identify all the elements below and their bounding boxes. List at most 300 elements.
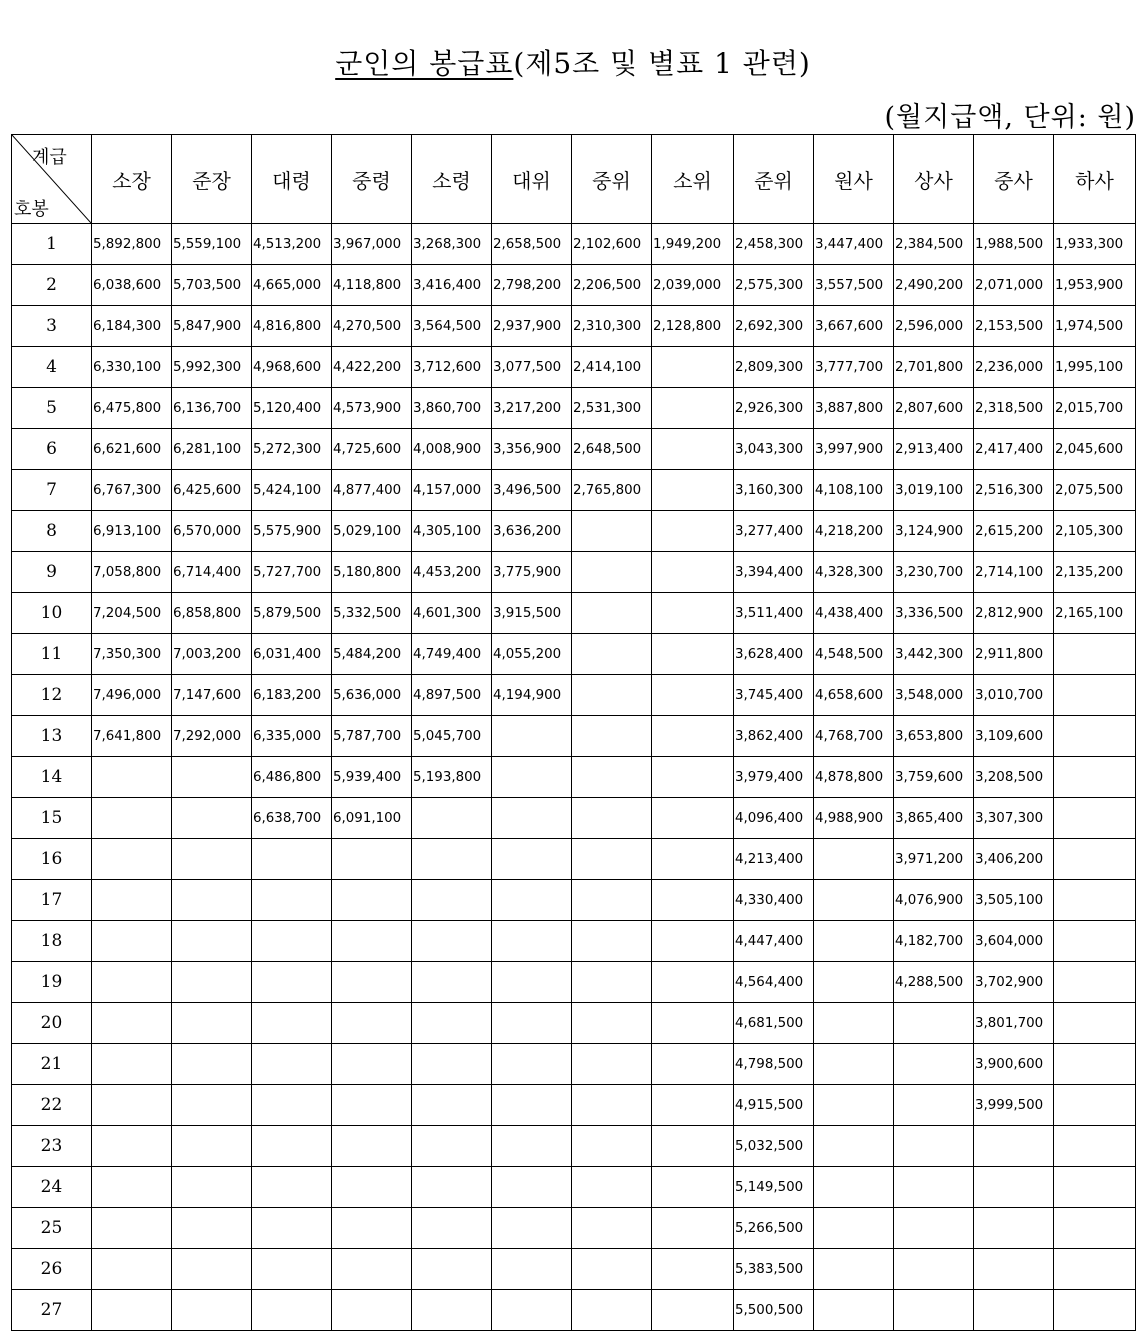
salary-cell <box>652 388 734 429</box>
salary-cell: 3,077,500 <box>492 347 572 388</box>
salary-cell: 6,335,000 <box>252 716 332 757</box>
salary-cell: 2,310,300 <box>572 306 652 347</box>
salary-cell: 3,511,400 <box>734 593 814 634</box>
salary-cell <box>652 757 734 798</box>
step-cell: 16 <box>12 839 92 880</box>
salary-cell <box>1054 1003 1136 1044</box>
salary-cell <box>252 921 332 962</box>
salary-cell: 3,505,100 <box>974 880 1054 921</box>
table-row <box>12 593 1136 634</box>
salary-cell: 3,442,300 <box>894 634 974 675</box>
title-main: 군인의 봉급표 <box>335 47 514 80</box>
salary-cell: 2,516,300 <box>974 470 1054 511</box>
table-row <box>12 388 1136 429</box>
salary-cell <box>894 1003 974 1044</box>
step-cell: 22 <box>12 1085 92 1126</box>
salary-cell <box>652 634 734 675</box>
salary-cell: 2,798,200 <box>492 265 572 306</box>
salary-cell: 4,681,500 <box>734 1003 814 1044</box>
unit-note: (월지급액, 단위: 원) <box>884 102 1136 133</box>
salary-table <box>11 134 1136 1331</box>
salary-cell <box>894 1290 974 1331</box>
salary-cell: 2,926,300 <box>734 388 814 429</box>
salary-cell: 2,692,300 <box>734 306 814 347</box>
col-header: 하사 <box>1054 135 1136 224</box>
salary-cell <box>652 511 734 552</box>
salary-cell: 3,999,500 <box>974 1085 1054 1126</box>
salary-cell: 6,767,300 <box>92 470 172 511</box>
table-row <box>12 429 1136 470</box>
salary-cell <box>894 1208 974 1249</box>
salary-cell: 3,862,400 <box>734 716 814 757</box>
step-cell: 6 <box>12 429 92 470</box>
salary-cell <box>332 962 412 1003</box>
salary-cell: 3,406,200 <box>974 839 1054 880</box>
salary-cell <box>974 1208 1054 1249</box>
salary-cell <box>572 675 652 716</box>
salary-cell: 2,206,500 <box>572 265 652 306</box>
salary-cell: 3,124,900 <box>894 511 974 552</box>
salary-cell <box>1054 962 1136 1003</box>
salary-cell: 4,438,400 <box>814 593 894 634</box>
salary-cell <box>332 921 412 962</box>
step-cell: 25 <box>12 1208 92 1249</box>
salary-cell: 2,071,000 <box>974 265 1054 306</box>
salary-cell: 2,236,000 <box>974 347 1054 388</box>
salary-cell: 5,029,100 <box>332 511 412 552</box>
salary-cell <box>252 1044 332 1085</box>
salary-cell <box>1054 716 1136 757</box>
salary-cell: 7,204,500 <box>92 593 172 634</box>
salary-cell <box>172 839 252 880</box>
salary-cell <box>894 1126 974 1167</box>
salary-cell: 4,878,800 <box>814 757 894 798</box>
salary-cell: 6,425,600 <box>172 470 252 511</box>
salary-cell <box>92 1044 172 1085</box>
step-cell: 26 <box>12 1249 92 1290</box>
salary-cell: 3,745,400 <box>734 675 814 716</box>
salary-cell: 3,208,500 <box>974 757 1054 798</box>
table-row <box>12 552 1136 593</box>
salary-cell: 6,621,600 <box>92 429 172 470</box>
salary-cell <box>1054 839 1136 880</box>
salary-cell <box>252 880 332 921</box>
table-row <box>12 675 1136 716</box>
step-cell: 12 <box>12 675 92 716</box>
salary-cell: 2,458,300 <box>734 224 814 265</box>
salary-cell: 4,218,200 <box>814 511 894 552</box>
salary-cell: 6,486,800 <box>252 757 332 798</box>
salary-cell <box>252 1167 332 1208</box>
step-cell: 23 <box>12 1126 92 1167</box>
salary-cell: 2,384,500 <box>894 224 974 265</box>
salary-cell: 6,184,300 <box>92 306 172 347</box>
salary-cell <box>572 757 652 798</box>
salary-cell <box>172 798 252 839</box>
table-row <box>12 839 1136 880</box>
salary-cell <box>572 634 652 675</box>
salary-cell <box>172 1085 252 1126</box>
salary-cell <box>1054 921 1136 962</box>
salary-cell <box>332 1249 412 1290</box>
salary-cell <box>572 1085 652 1126</box>
col-header: 대위 <box>492 135 572 224</box>
salary-cell <box>652 470 734 511</box>
salary-cell: 7,003,200 <box>172 634 252 675</box>
salary-cell <box>652 880 734 921</box>
salary-cell <box>252 1003 332 1044</box>
salary-cell <box>652 1085 734 1126</box>
salary-cell: 3,702,900 <box>974 962 1054 1003</box>
salary-cell <box>412 1208 492 1249</box>
salary-cell: 2,015,700 <box>1054 388 1136 429</box>
salary-cell: 4,564,400 <box>734 962 814 1003</box>
salary-cell <box>92 1003 172 1044</box>
salary-cell: 4,877,400 <box>332 470 412 511</box>
salary-cell <box>572 962 652 1003</box>
salary-cell: 3,967,000 <box>332 224 412 265</box>
salary-cell <box>172 1167 252 1208</box>
salary-cell: 3,548,000 <box>894 675 974 716</box>
salary-cell: 2,812,900 <box>974 593 1054 634</box>
salary-cell: 5,149,500 <box>734 1167 814 1208</box>
salary-cell <box>652 1044 734 1085</box>
salary-cell <box>172 880 252 921</box>
title-sub: (제5조 및 별표 1 관련) <box>513 47 811 80</box>
salary-cell: 5,424,100 <box>252 470 332 511</box>
salary-cell <box>1054 1208 1136 1249</box>
salary-cell: 2,575,300 <box>734 265 814 306</box>
salary-cell: 2,105,300 <box>1054 511 1136 552</box>
salary-cell: 4,096,400 <box>734 798 814 839</box>
salary-cell: 7,496,000 <box>92 675 172 716</box>
salary-cell: 5,847,900 <box>172 306 252 347</box>
salary-cell <box>172 1208 252 1249</box>
salary-cell: 6,183,200 <box>252 675 332 716</box>
salary-cell: 7,058,800 <box>92 552 172 593</box>
salary-cell: 4,422,200 <box>332 347 412 388</box>
table-row <box>12 634 1136 675</box>
salary-cell: 2,913,400 <box>894 429 974 470</box>
salary-cell <box>814 1167 894 1208</box>
salary-cell: 5,332,500 <box>332 593 412 634</box>
step-cell: 24 <box>12 1167 92 1208</box>
salary-cell <box>412 1126 492 1167</box>
salary-cell <box>92 880 172 921</box>
salary-cell <box>572 716 652 757</box>
col-header: 중령 <box>332 135 412 224</box>
salary-cell: 3,557,500 <box>814 265 894 306</box>
salary-cell: 4,897,500 <box>412 675 492 716</box>
step-cell: 5 <box>12 388 92 429</box>
salary-cell: 3,777,700 <box>814 347 894 388</box>
salary-cell <box>1054 880 1136 921</box>
salary-cell <box>814 1126 894 1167</box>
salary-cell <box>894 1167 974 1208</box>
salary-cell <box>172 1044 252 1085</box>
salary-cell: 4,305,100 <box>412 511 492 552</box>
salary-cell: 3,775,900 <box>492 552 572 593</box>
salary-cell <box>652 347 734 388</box>
salary-cell <box>1054 757 1136 798</box>
salary-cell <box>652 1290 734 1331</box>
table-row <box>12 798 1136 839</box>
col-header: 소령 <box>412 135 492 224</box>
salary-cell <box>1054 1249 1136 1290</box>
step-cell: 17 <box>12 880 92 921</box>
salary-cell: 2,039,000 <box>652 265 734 306</box>
col-header: 중사 <box>974 135 1054 224</box>
salary-cell: 2,165,100 <box>1054 593 1136 634</box>
salary-cell <box>172 1249 252 1290</box>
salary-cell <box>492 716 572 757</box>
salary-cell: 2,128,800 <box>652 306 734 347</box>
salary-cell: 3,628,400 <box>734 634 814 675</box>
salary-cell <box>172 1003 252 1044</box>
salary-cell: 6,091,100 <box>332 798 412 839</box>
salary-cell: 3,230,700 <box>894 552 974 593</box>
salary-cell: 4,665,000 <box>252 265 332 306</box>
salary-cell <box>92 962 172 1003</box>
salary-cell: 5,939,400 <box>332 757 412 798</box>
salary-cell: 2,490,200 <box>894 265 974 306</box>
salary-cell <box>572 511 652 552</box>
table-row <box>12 511 1136 552</box>
salary-cell <box>492 921 572 962</box>
salary-cell <box>332 1126 412 1167</box>
salary-cell <box>652 593 734 634</box>
col-header: 준장 <box>172 135 252 224</box>
salary-cell <box>492 798 572 839</box>
salary-cell: 6,038,600 <box>92 265 172 306</box>
salary-cell <box>492 1044 572 1085</box>
salary-cell <box>814 839 894 880</box>
corner-label-rank: 계급 <box>32 147 67 168</box>
salary-cell: 6,913,100 <box>92 511 172 552</box>
salary-cell: 3,496,500 <box>492 470 572 511</box>
salary-cell: 2,765,800 <box>572 470 652 511</box>
salary-cell <box>492 1167 572 1208</box>
salary-cell <box>1054 1085 1136 1126</box>
salary-cell <box>332 1208 412 1249</box>
table-body <box>12 224 1136 1331</box>
salary-cell: 3,394,400 <box>734 552 814 593</box>
salary-cell <box>572 880 652 921</box>
salary-cell <box>412 839 492 880</box>
salary-cell: 5,636,000 <box>332 675 412 716</box>
salary-cell <box>1054 1126 1136 1167</box>
col-header: 원사 <box>814 135 894 224</box>
salary-cell <box>252 1249 332 1290</box>
salary-cell: 2,531,300 <box>572 388 652 429</box>
salary-cell: 2,658,500 <box>492 224 572 265</box>
salary-cell: 4,288,500 <box>894 962 974 1003</box>
col-header: 중위 <box>572 135 652 224</box>
salary-cell <box>894 1249 974 1290</box>
salary-cell: 7,147,600 <box>172 675 252 716</box>
salary-cell <box>814 921 894 962</box>
salary-cell: 2,809,300 <box>734 347 814 388</box>
step-cell: 13 <box>12 716 92 757</box>
salary-cell <box>92 839 172 880</box>
salary-cell: 3,971,200 <box>894 839 974 880</box>
salary-cell: 4,453,200 <box>412 552 492 593</box>
salary-cell <box>652 1126 734 1167</box>
salary-cell: 3,915,500 <box>492 593 572 634</box>
salary-cell: 1,988,500 <box>974 224 1054 265</box>
salary-cell: 6,570,000 <box>172 511 252 552</box>
salary-cell: 5,727,700 <box>252 552 332 593</box>
salary-cell <box>92 1126 172 1167</box>
salary-cell <box>172 757 252 798</box>
salary-cell <box>652 1167 734 1208</box>
salary-cell: 5,703,500 <box>172 265 252 306</box>
salary-cell <box>814 1085 894 1126</box>
salary-cell: 1,953,900 <box>1054 265 1136 306</box>
salary-cell <box>492 1249 572 1290</box>
salary-cell <box>252 1290 332 1331</box>
col-header: 소위 <box>652 135 734 224</box>
table-row <box>12 470 1136 511</box>
salary-cell <box>252 1126 332 1167</box>
salary-cell: 4,213,400 <box>734 839 814 880</box>
salary-cell: 4,330,400 <box>734 880 814 921</box>
salary-cell <box>1054 1290 1136 1331</box>
salary-cell: 7,292,000 <box>172 716 252 757</box>
salary-cell: 5,383,500 <box>734 1249 814 1290</box>
salary-cell: 3,997,900 <box>814 429 894 470</box>
salary-cell: 3,604,000 <box>974 921 1054 962</box>
salary-cell <box>572 1003 652 1044</box>
table-row <box>12 1249 1136 1290</box>
salary-cell: 2,714,100 <box>974 552 1054 593</box>
step-cell: 14 <box>12 757 92 798</box>
table-row <box>12 1290 1136 1331</box>
salary-cell: 1,949,200 <box>652 224 734 265</box>
salary-cell: 4,548,500 <box>814 634 894 675</box>
salary-cell: 4,108,100 <box>814 470 894 511</box>
salary-cell: 3,277,400 <box>734 511 814 552</box>
salary-cell: 3,636,200 <box>492 511 572 552</box>
salary-cell <box>332 1044 412 1085</box>
salary-cell: 3,865,400 <box>894 798 974 839</box>
salary-cell <box>572 1126 652 1167</box>
salary-cell <box>172 921 252 962</box>
step-cell: 7 <box>12 470 92 511</box>
table-row <box>12 306 1136 347</box>
salary-cell: 4,513,200 <box>252 224 332 265</box>
salary-cell: 2,045,600 <box>1054 429 1136 470</box>
salary-cell <box>572 798 652 839</box>
salary-cell: 6,136,700 <box>172 388 252 429</box>
salary-cell: 4,447,400 <box>734 921 814 962</box>
salary-cell <box>172 962 252 1003</box>
salary-cell: 5,193,800 <box>412 757 492 798</box>
salary-cell: 3,336,500 <box>894 593 974 634</box>
salary-cell: 3,759,600 <box>894 757 974 798</box>
salary-cell: 5,045,700 <box>412 716 492 757</box>
salary-cell: 4,768,700 <box>814 716 894 757</box>
salary-cell <box>814 1208 894 1249</box>
salary-cell: 3,356,900 <box>492 429 572 470</box>
col-header: 대령 <box>252 135 332 224</box>
table-row <box>12 224 1136 265</box>
salary-cell: 4,968,600 <box>252 347 332 388</box>
salary-cell <box>974 1126 1054 1167</box>
salary-cell <box>332 1167 412 1208</box>
salary-cell: 4,008,900 <box>412 429 492 470</box>
salary-cell: 4,658,600 <box>814 675 894 716</box>
salary-cell <box>572 1208 652 1249</box>
salary-cell: 4,725,600 <box>332 429 412 470</box>
salary-cell: 5,272,300 <box>252 429 332 470</box>
step-cell: 27 <box>12 1290 92 1331</box>
salary-cell: 4,270,500 <box>332 306 412 347</box>
table-row <box>12 1044 1136 1085</box>
salary-cell: 2,075,500 <box>1054 470 1136 511</box>
salary-cell: 2,648,500 <box>572 429 652 470</box>
salary-cell <box>974 1249 1054 1290</box>
salary-cell: 4,328,300 <box>814 552 894 593</box>
salary-cell <box>492 962 572 1003</box>
salary-cell <box>974 1290 1054 1331</box>
salary-cell: 2,596,000 <box>894 306 974 347</box>
salary-cell <box>92 1167 172 1208</box>
salary-cell: 1,995,100 <box>1054 347 1136 388</box>
salary-cell: 6,638,700 <box>252 798 332 839</box>
salary-cell <box>332 839 412 880</box>
step-cell: 19 <box>12 962 92 1003</box>
table-row <box>12 265 1136 306</box>
step-cell: 20 <box>12 1003 92 1044</box>
salary-cell <box>652 1208 734 1249</box>
salary-cell: 5,120,400 <box>252 388 332 429</box>
col-header: 준위 <box>734 135 814 224</box>
salary-cell: 7,641,800 <box>92 716 172 757</box>
salary-cell: 2,153,500 <box>974 306 1054 347</box>
salary-cell: 4,798,500 <box>734 1044 814 1085</box>
salary-cell <box>652 921 734 962</box>
salary-cell: 4,915,500 <box>734 1085 814 1126</box>
salary-cell: 5,892,800 <box>92 224 172 265</box>
salary-cell <box>412 921 492 962</box>
salary-cell <box>1054 1044 1136 1085</box>
header-row <box>12 135 1136 224</box>
salary-cell <box>652 675 734 716</box>
salary-cell: 5,575,900 <box>252 511 332 552</box>
salary-cell <box>492 1290 572 1331</box>
salary-cell: 3,109,600 <box>974 716 1054 757</box>
salary-cell: 3,712,600 <box>412 347 492 388</box>
salary-cell: 2,318,500 <box>974 388 1054 429</box>
step-cell: 21 <box>12 1044 92 1085</box>
salary-cell: 3,447,400 <box>814 224 894 265</box>
salary-cell <box>252 962 332 1003</box>
table-row <box>12 757 1136 798</box>
salary-cell <box>1054 675 1136 716</box>
salary-cell <box>172 1126 252 1167</box>
salary-cell <box>492 1208 572 1249</box>
salary-cell <box>492 1126 572 1167</box>
salary-cell: 6,475,800 <box>92 388 172 429</box>
salary-cell <box>572 1167 652 1208</box>
salary-cell <box>652 716 734 757</box>
salary-cell: 4,573,900 <box>332 388 412 429</box>
salary-cell: 3,010,700 <box>974 675 1054 716</box>
step-cell: 9 <box>12 552 92 593</box>
salary-cell <box>492 757 572 798</box>
salary-cell: 5,787,700 <box>332 716 412 757</box>
